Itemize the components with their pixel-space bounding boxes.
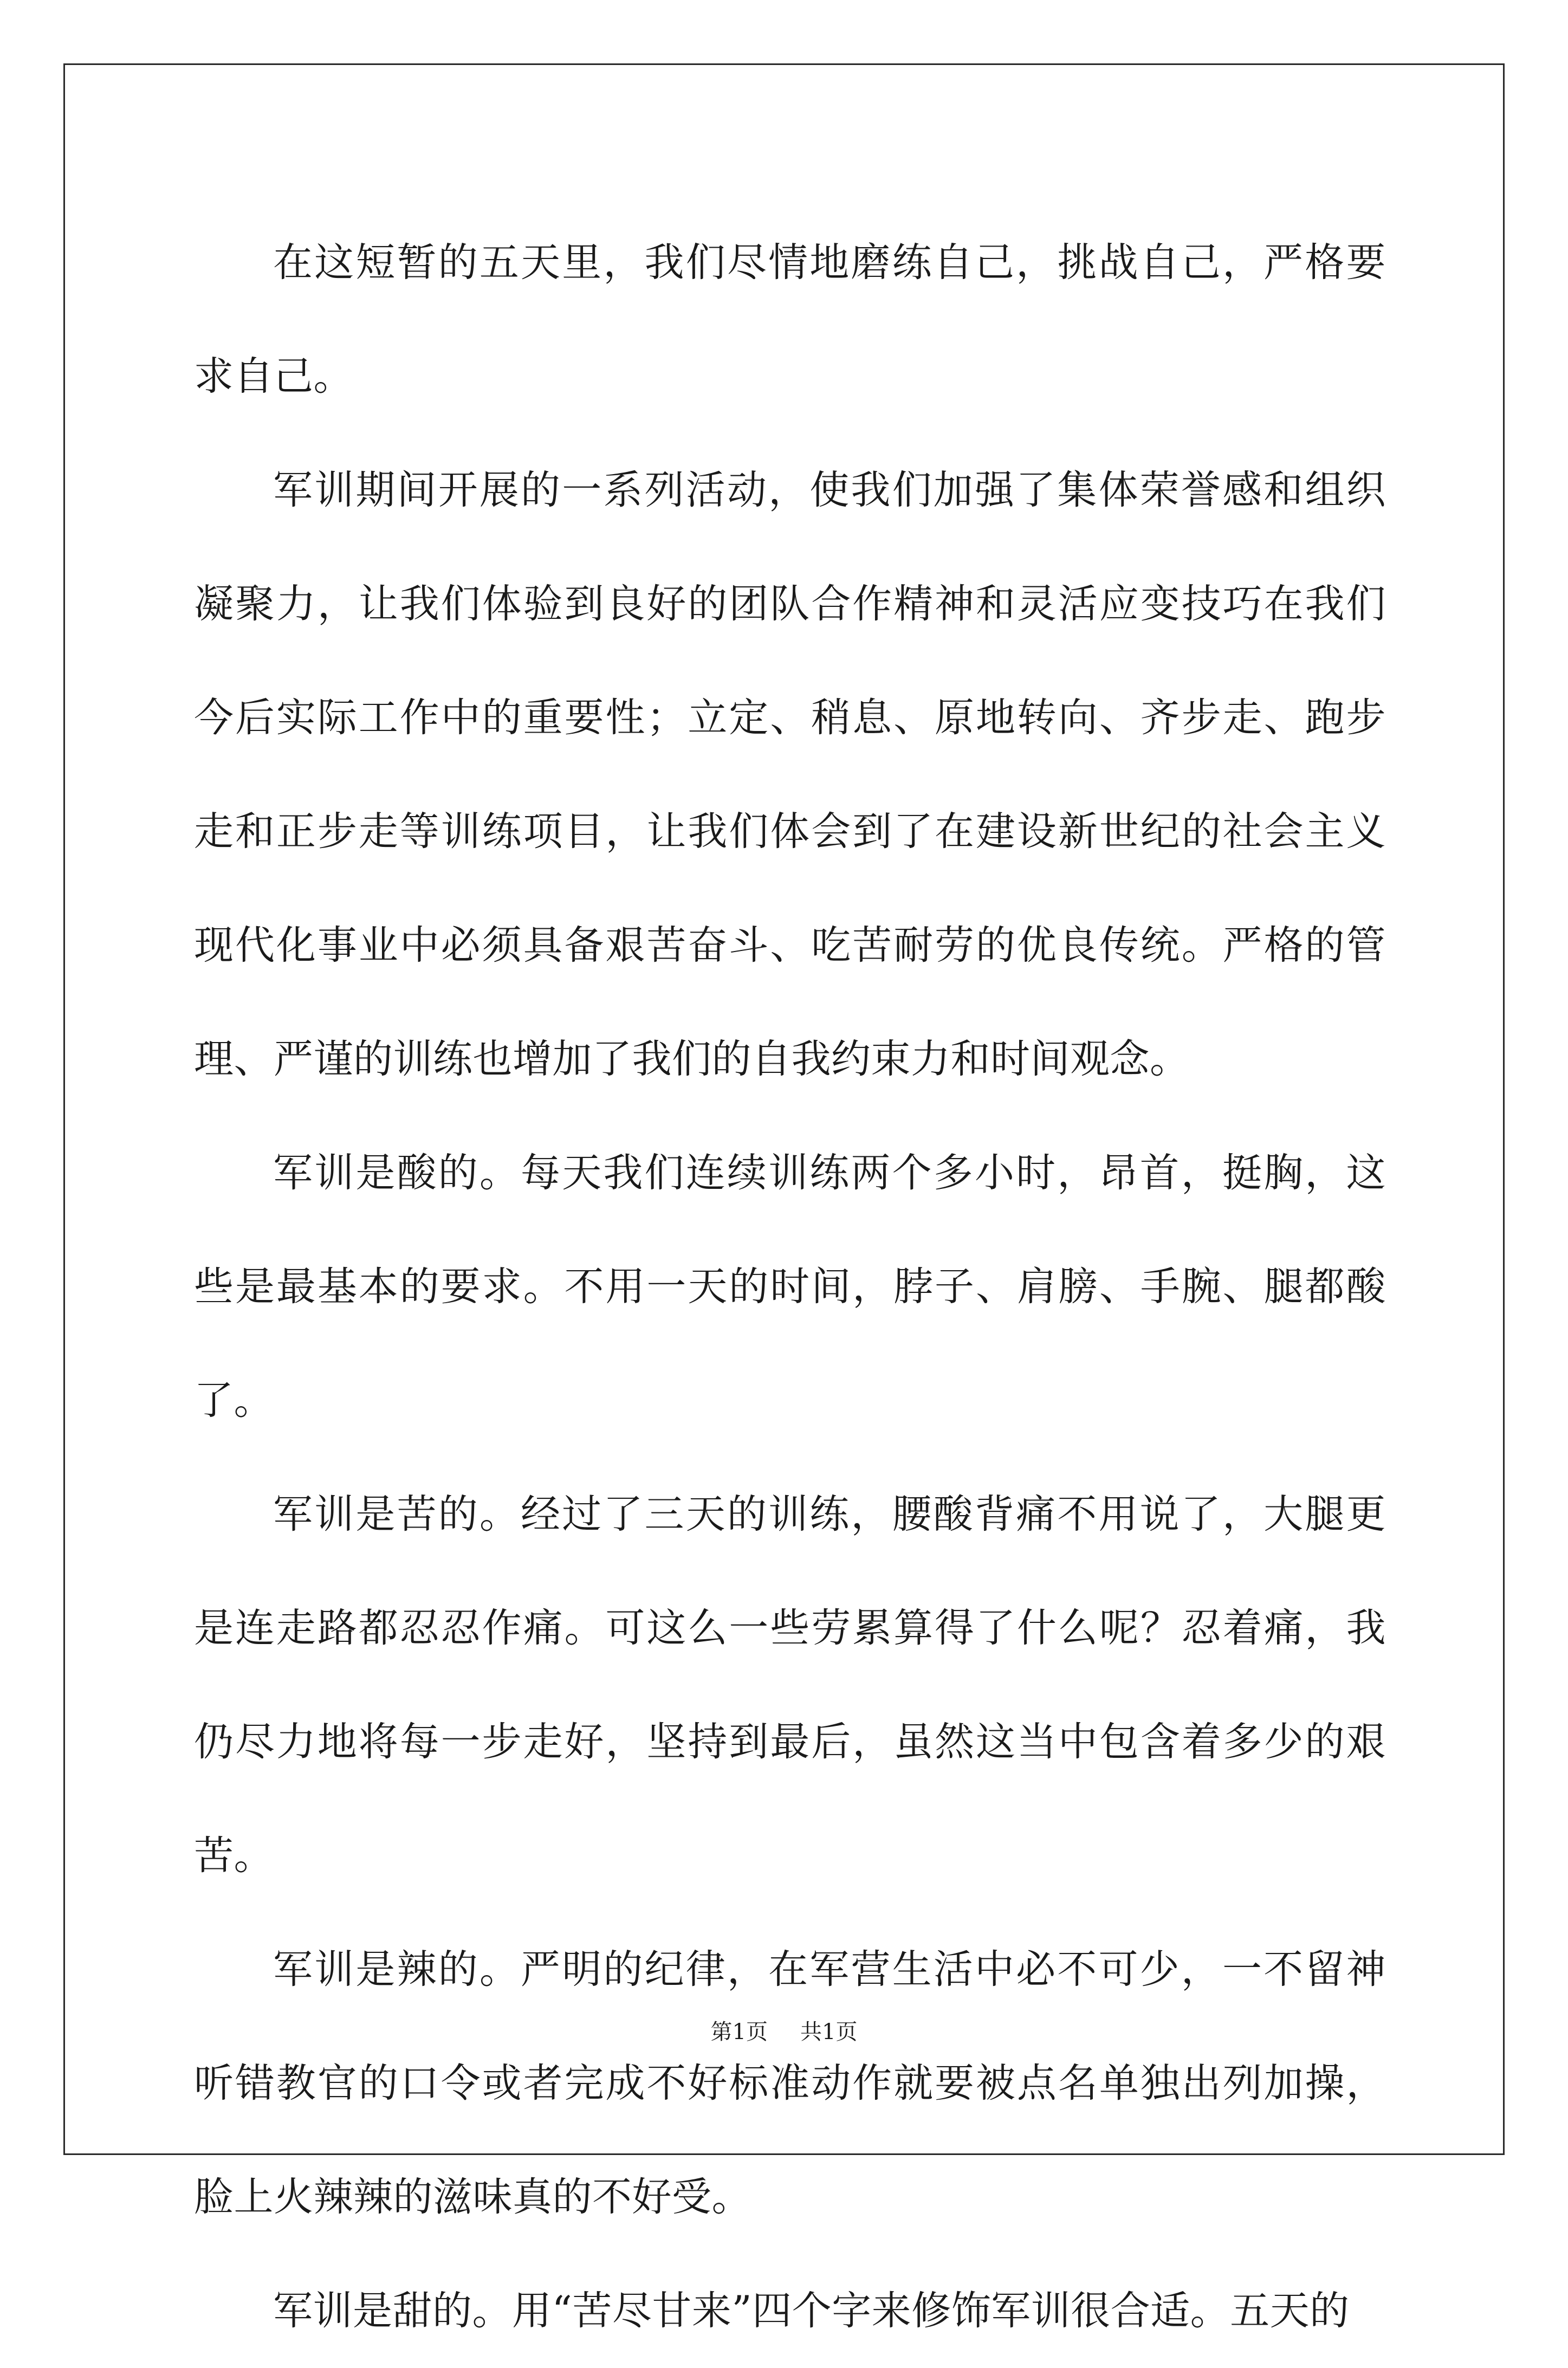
paragraph-2: 军训期间开展的一系列活动，使我们加强了集体荣誉感和组织凝聚力，让我们体验到良好的团队合作精神和灵活应变技巧在我们今后实际工作中的重要性；立定、稍息、原地转向、齐步走、跑步走和正步走等训练项目，让我们体会到了在建设新世纪的社会主义现代化事业中必须具备艰苦奋斗、吃苦耐劳的优良传统。严格的管理、严谨的训练也增加了我们的自我约束力和时间观念。 xyxy=(194,467,1386,1082)
page-number: 第1页 xyxy=(710,2020,768,2044)
page-total: 共1页 xyxy=(800,2020,858,2044)
paragraph-6: 军训是甜的。用“苦尽甘来”四个字来修饰军训很合适。五天的 xyxy=(273,2288,1350,2334)
paragraph-5: 军训是辣的。严明的纪律，在军营生活中必不可少，一不留神听错教官的口令或者完成不好标准动作就要被点名单独出列加操，脸上火辣辣的滋味真的不好受。 xyxy=(194,1946,1386,2220)
page-footer xyxy=(0,2016,1568,2048)
paragraph-3: 军训是酸的。每天我们连续训练两个多小时，昂首，挺胸，这些是最基本的要求。不用一天的时间，脖子、肩膀、手腕、腿都酸了。 xyxy=(194,1150,1386,1424)
paragraph-4: 军训是苦的。经过了三天的训练，腰酸背痛不用说了，大腿更是连走路都忍忍作痛。可这么一些劳累算得了什么呢？忍着痛，我仍尽力地将每一步走好，坚持到最后，虽然这当中包含着多少的艰苦。 xyxy=(194,1491,1386,1879)
paragraph-1: 在这短暂的五天里，我们尽情地磨练自己，挑战自己，严格要求自己。 xyxy=(194,240,1386,399)
